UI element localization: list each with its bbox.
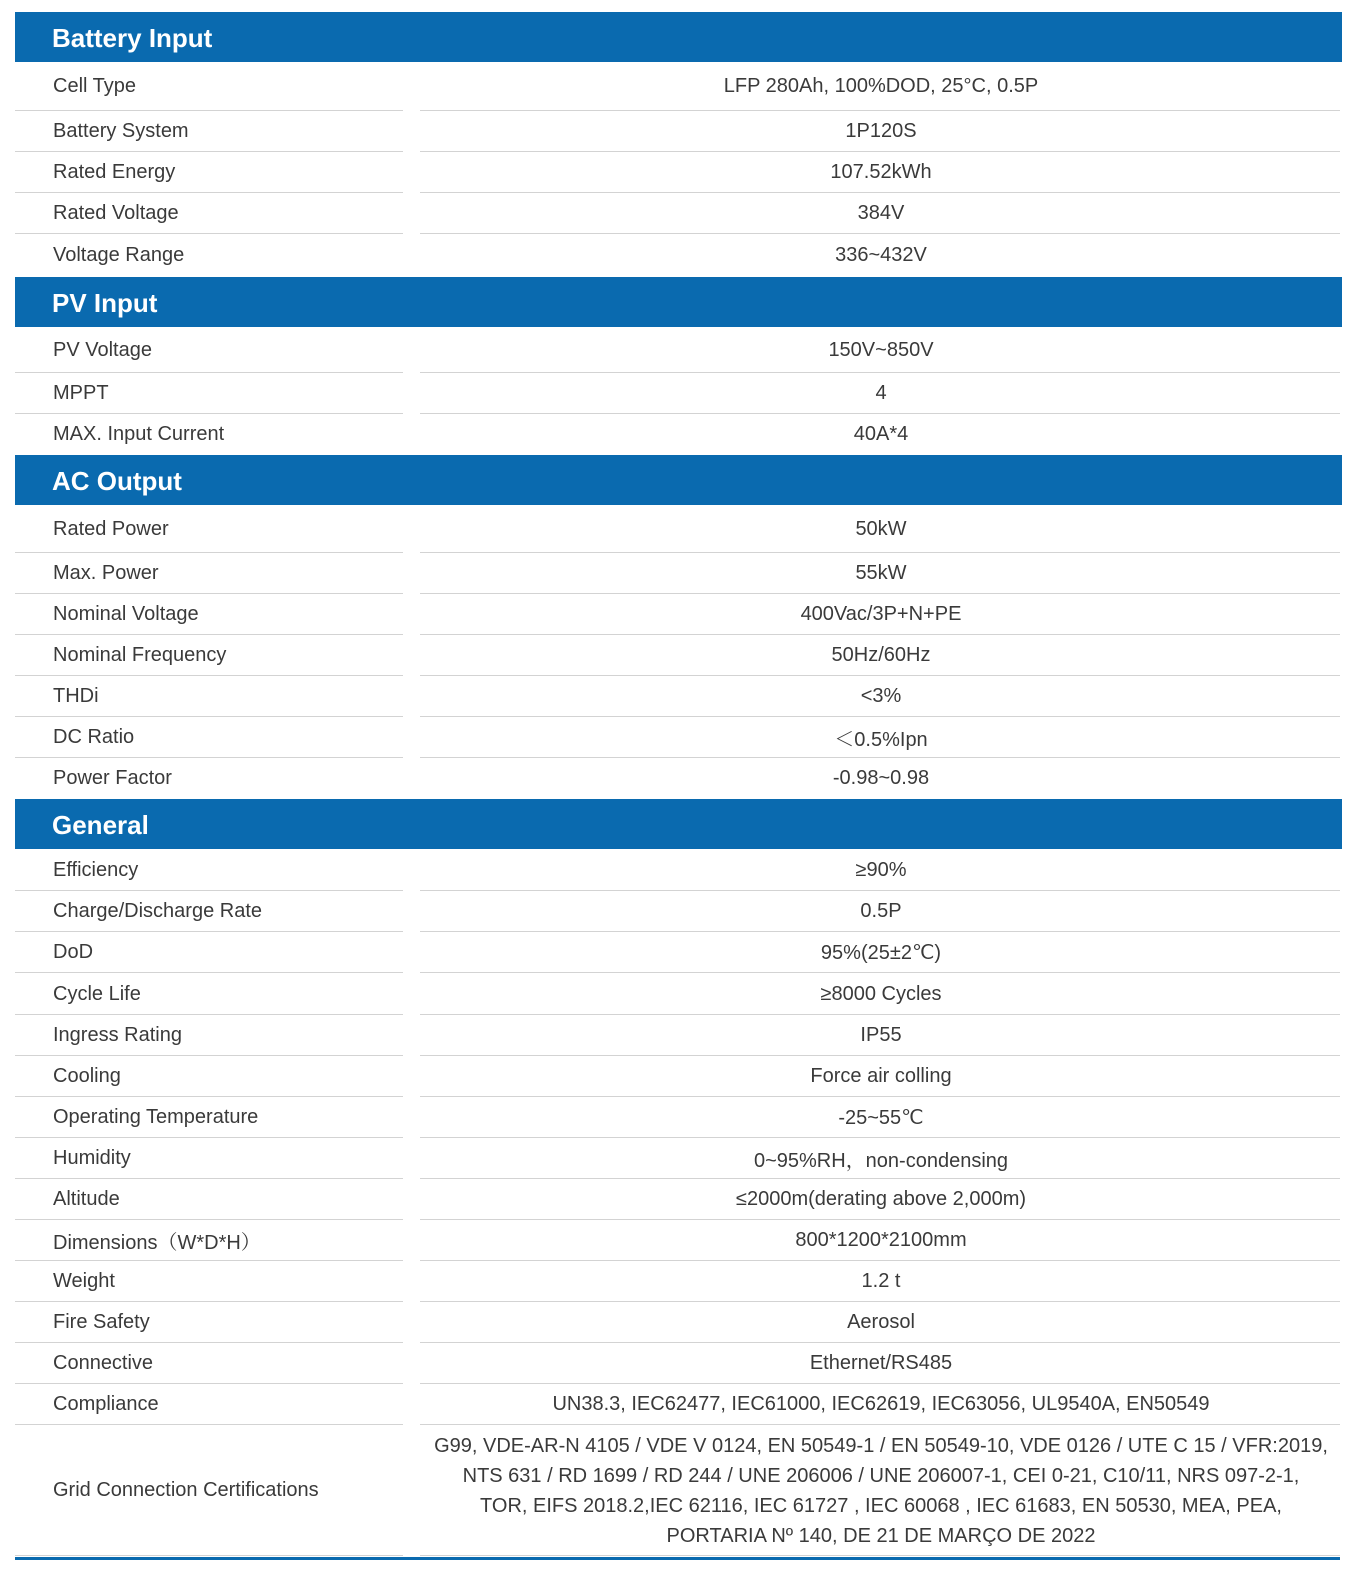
spec-row [15, 234, 1342, 277]
spec-label: Altitude [53, 1188, 120, 1210]
spec-value: 800*1200*2100mm [795, 1229, 967, 1251]
spec-label: Compliance [53, 1393, 159, 1415]
spec-row [15, 1343, 1342, 1384]
spec-row [15, 1425, 1342, 1556]
spec-label: Battery System [53, 120, 189, 142]
spec-value: 384V [857, 202, 905, 224]
spec-label: Efficiency [53, 858, 139, 881]
spec-value: 336~432V [835, 244, 927, 266]
spec-label: THDi [53, 685, 99, 707]
spec-label: DC Ratio [53, 726, 135, 748]
spec-row [15, 635, 1342, 676]
spec-row [15, 327, 1342, 373]
spec-label: Cooling [53, 1065, 121, 1087]
spec-value [420, 1431, 1342, 1551]
spec-value: 55kW [855, 562, 907, 584]
section-header: PV Input [15, 277, 1342, 327]
spec-value-line: TOR, EIFS 2018.2,IEC 62116, IEC 61727 , IEC 60068 , IEC 61683, EN 50530, MEA, PEA, [480, 1494, 1282, 1517]
spec-label: Connective [53, 1352, 154, 1374]
section-header: General [15, 799, 1342, 849]
spec-label: MAX. Input Current [53, 423, 225, 445]
spec-value: 107.52kWh [830, 161, 932, 183]
spec-value: 1.2 t [861, 1270, 901, 1292]
spec-value-line: PORTARIA Nº 140, DE 21 DE MARÇO DE 2022 [666, 1524, 1096, 1547]
spec-row [15, 1261, 1342, 1302]
spec-value: ≥8000 Cycles [820, 982, 942, 1005]
spec-label: Voltage Range [53, 244, 185, 266]
spec-row [15, 553, 1342, 594]
spec-value: 1P120S [845, 120, 917, 142]
spec-row [15, 891, 1342, 932]
spec-value: ≥90% [855, 858, 907, 881]
spec-row [15, 111, 1342, 152]
spec-label: Nominal Voltage [53, 603, 199, 625]
spec-value: -25~55℃ [838, 1107, 924, 1129]
spec-label: Rated Voltage [53, 202, 179, 224]
spec-row [15, 1302, 1342, 1343]
spec-value: 40A*4 [853, 423, 909, 445]
spec-label: Operating Temperature [53, 1106, 259, 1128]
spec-value: LFP 280Ah, 100%DOD, 25°C, 0.5P [723, 75, 1039, 97]
spec-value: ＜0.5%Ipn [834, 729, 928, 751]
spec-row [15, 414, 1342, 455]
spec-value: UN38.3, IEC62477, IEC61000, IEC62619, IEC63056, UL9540A, EN50549 [552, 1393, 1210, 1415]
spec-label: Rated Energy [53, 161, 176, 183]
spec-row [15, 973, 1342, 1015]
spec-value: 50Hz/60Hz [831, 644, 931, 666]
spec-value: 0~95%RH，non-condensing [753, 1150, 1009, 1172]
spec-label: Weight [53, 1270, 115, 1292]
spec-label: Charge/Discharge Rate [53, 900, 262, 922]
spec-value-line: G99, VDE-AR-N 4105 / VDE V 0124, EN 50549-1 / EN 50549-10, VDE 0126 / UTE C 15 / VFR:2019, [434, 1434, 1328, 1457]
spec-label: PV Voltage [53, 338, 152, 361]
spec-value: 0.5P [860, 900, 902, 922]
spec-label: Power Factor [53, 767, 172, 789]
spec-value-line: NTS 631 / RD 1699 / RD 244 / UNE 206006 / UNE 206007-1, CEI 0-21, C10/11, NRS 097-2-1, [462, 1464, 1300, 1487]
spec-row [15, 62, 1342, 111]
spec-row [15, 717, 1342, 758]
spec-row [15, 193, 1342, 234]
spec-value: <3% [860, 685, 902, 707]
spec-value: -0.98~0.98 [832, 767, 930, 789]
spec-label: Cell Type [53, 75, 137, 97]
spec-row [15, 152, 1342, 193]
spec-label: Grid Connection Certifications [53, 1479, 319, 1501]
spec-value: Ethernet/RS485 [809, 1352, 953, 1374]
spec-value: 50kW [855, 517, 907, 540]
spec-row [15, 373, 1342, 414]
spec-value: 4 [875, 382, 887, 404]
spec-value: 95%(25±2℃) [820, 942, 942, 964]
spec-label: MPPT [53, 382, 109, 404]
spec-row [15, 1179, 1342, 1220]
spec-label: Fire Safety [53, 1311, 150, 1333]
spec-label: Dimensions（W*D*H） [53, 1232, 261, 1254]
section-header: AC Output [15, 455, 1342, 505]
spec-value: IP55 [860, 1024, 902, 1046]
spec-row [15, 1220, 1342, 1261]
spec-row [15, 1384, 1342, 1425]
spec-value: 400Vac/3P+N+PE [800, 603, 962, 625]
spec-sheet [15, 12, 1342, 1556]
spec-row [15, 1097, 1342, 1138]
spec-label: Nominal Frequency [53, 644, 227, 666]
spec-row [15, 676, 1342, 717]
spec-label: DoD [53, 941, 94, 963]
spec-label: Cycle Life [53, 982, 141, 1005]
section-header: Battery Input [15, 12, 1342, 62]
spec-row [15, 505, 1342, 553]
spec-row [15, 849, 1342, 891]
spec-row [15, 1056, 1342, 1097]
spec-value: Aerosol [847, 1311, 915, 1333]
bottom-rule [15, 1557, 1340, 1560]
spec-row [15, 1138, 1342, 1179]
spec-label: Ingress Rating [53, 1024, 182, 1046]
spec-label: Humidity [53, 1147, 131, 1169]
spec-value: ≤2000m(derating above 2,000m) [735, 1188, 1027, 1210]
spec-row [15, 932, 1342, 973]
spec-label: Rated Power [53, 517, 169, 540]
spec-value: Force air colling [810, 1065, 952, 1087]
spec-row [15, 758, 1342, 799]
spec-row [15, 1015, 1342, 1056]
spec-value: 150V~850V [828, 338, 934, 361]
spec-label: Max. Power [53, 562, 159, 584]
spec-row [15, 594, 1342, 635]
